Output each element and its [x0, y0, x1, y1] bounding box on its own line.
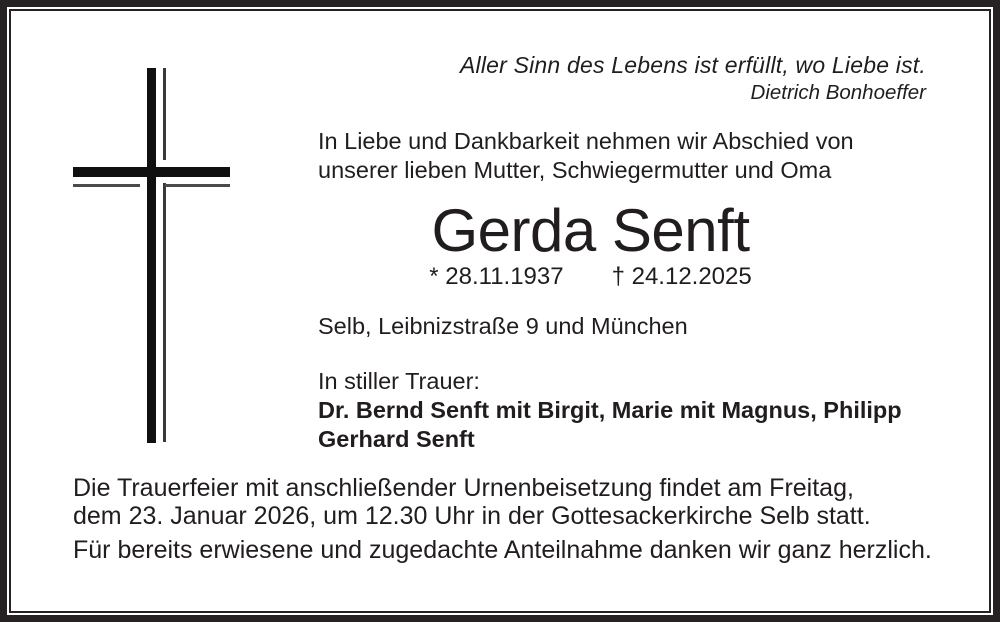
funeral-announcement	[73, 475, 871, 530]
memorial-quote: Aller Sinn des Lebens ist erfüllt, wo Liebe ist.	[459, 52, 926, 78]
introduction-line-1: In Liebe und Dankbarkeit nehmen wir Abschied von	[318, 128, 854, 154]
birth-date: * 28.11.1937	[429, 263, 564, 290]
funeral-line-1: Die Trauerfeier mit anschließender Urnenbeisetzung findet am Freitag,	[73, 474, 854, 502]
quote-attribution: Dietrich Bonhoeffer	[750, 81, 926, 104]
mourning-label: In stiller Trauer:	[318, 368, 480, 394]
introduction-line-2: unserer lieben Mutter, Schwiegermutter und Oma	[318, 157, 832, 183]
deceased-name: Gerda Senft	[431, 197, 750, 264]
mourners-names	[318, 396, 902, 454]
life-dates	[318, 263, 863, 291]
thanks-line: Für bereits erwiesene und zugedachte Anteilnahme danken wir ganz herzlich.	[73, 536, 932, 564]
funeral-line-2: dem 23. Januar 2026, um 12.30 Uhr in der Gottesackerkirche Selb statt.	[73, 501, 871, 530]
residence-line: Selb, Leibnizstraße 9 und München	[318, 313, 688, 339]
death-date: † 24.12.2025	[611, 263, 752, 290]
mourners-line-1: Dr. Bernd Senft mit Birgit, Marie mit Magnus, Philipp	[318, 397, 902, 423]
mourners-line-2: Gerhard Senft	[318, 426, 475, 452]
introduction-text	[318, 127, 854, 185]
